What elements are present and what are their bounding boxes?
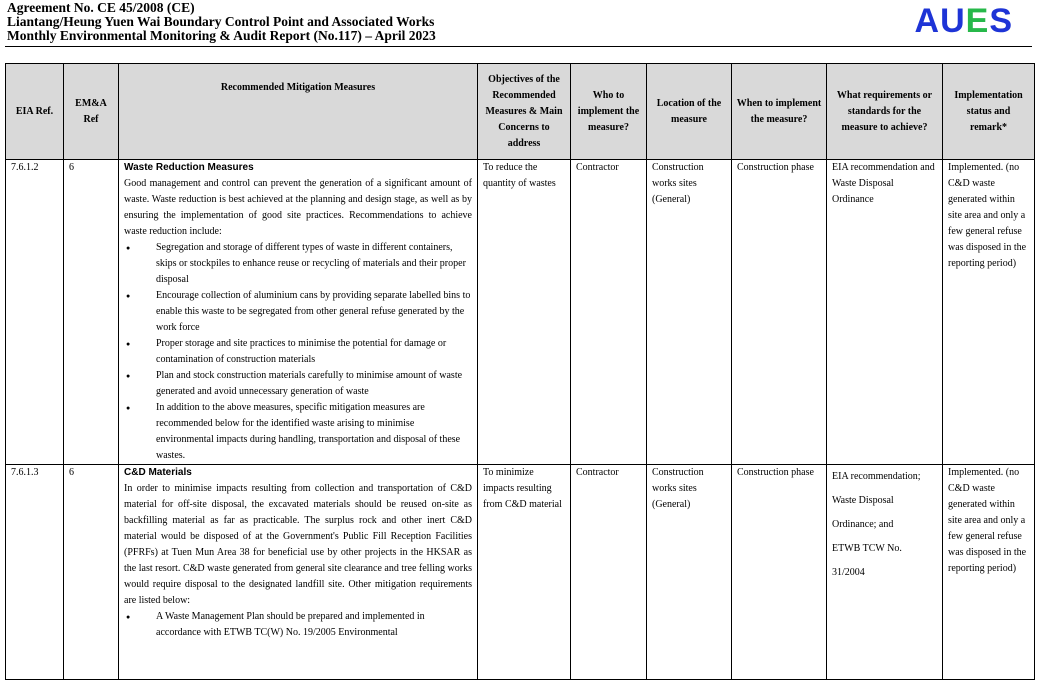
measure-title: C&D Materials	[124, 467, 192, 478]
measure-bullets	[124, 609, 472, 641]
col-location: Location of the measure	[647, 64, 732, 160]
list-item: ● In addition to the above measures, specific mitigation measures are recommended below for the identified waste arising to minimise environmental impacts during handling, transportation and disposal of these wastes.	[124, 400, 472, 464]
col-measures: Recommended Mitigation Measures	[119, 64, 478, 160]
report-header	[7, 1, 1007, 43]
mitigation-measures-table	[5, 63, 1035, 680]
ema-ref-cell: 6	[64, 160, 119, 465]
measure-cell	[119, 465, 478, 680]
measure-text: Good management and control can prevent the generation of a significant amount of waste. Waste reduction is best achieved at the planning and design stage, as well as by ensuring the implementation of good site practices. Recommendations to achieve waste reduction include:	[124, 178, 472, 237]
status-cell: Implemented. (no C&D waste generated within site area and only a few general refuse was disposed in the reporting period)	[943, 160, 1035, 465]
col-ema-ref: EM&A Ref	[64, 64, 119, 160]
measure-bullets	[124, 240, 472, 464]
eia-ref-cell: 7.6.1.2	[6, 160, 64, 465]
when-cell: Construction phase	[732, 465, 827, 680]
eia-ref-cell: 7.6.1.3	[6, 465, 64, 680]
requirements-cell: EIA recommendation and Waste Disposal Ordinance	[827, 160, 943, 465]
col-who: Who to implement the measure?	[571, 64, 647, 160]
project-title: Liantang/Heung Yuen Wai Boundary Control Point and Associated Works	[7, 14, 435, 29]
who-cell: Contractor	[571, 465, 647, 680]
col-status: Implementation status and remark*	[943, 64, 1035, 160]
col-requirements: What requirements or standards for the measure to achieve?	[827, 64, 943, 160]
col-when: When to implement the measure?	[732, 64, 827, 160]
requirements-cell: EIA recommendation; Waste Disposal Ordinance; and ETWB TCW No. 31/2004	[827, 465, 943, 680]
list-item: ● Segregation and storage of different types of waste in different containers, skips or stockpiles to enhance reuse or recycling of materials and their proper disposal	[124, 240, 472, 288]
ema-ref-cell: 6	[64, 465, 119, 680]
table-row	[6, 465, 1035, 680]
measure-cell	[119, 160, 478, 465]
location-cell: Construction works sites (General)	[647, 465, 732, 680]
objectives-cell: To minimize impacts resulting from C&D material	[478, 465, 571, 680]
objectives-cell: To reduce the quantity of wastes	[478, 160, 571, 465]
report-title: Monthly Environmental Monitoring & Audit Report (No.117) – April 2023	[7, 28, 436, 43]
col-objectives: Objectives of the Recommended Measures & Main Concerns to address	[478, 64, 571, 160]
col-eia-ref: EIA Ref.	[6, 64, 64, 160]
aues-logo: AUES	[914, 2, 1013, 40]
list-item: ● A Waste Management Plan should be prepared and implemented in accordance with ETWB TC(W) No. 19/2005 Environmental	[124, 609, 472, 641]
header-rule	[5, 46, 1032, 47]
when-cell: Construction phase	[732, 160, 827, 465]
measure-title: Waste Reduction Measures	[124, 162, 254, 173]
who-cell: Contractor	[571, 160, 647, 465]
list-item: ● Encourage collection of aluminium cans by providing separate labelled bins to enable this waste to be segregated from other general refuse generated by the work force	[124, 288, 472, 336]
agreement-number: Agreement No. CE 45/2008 (CE)	[7, 0, 195, 15]
location-cell: Construction works sites (General)	[647, 160, 732, 465]
list-item: ● Plan and stock construction materials carefully to minimise amount of waste generated and avoid unnecessary generation of waste	[124, 368, 472, 400]
measure-text: In order to minimise impacts resulting from collection and transportation of C&D material for off-site disposal, the excavated materials should be reused on-site as backfilling material as far as practicable. The surplus rock and other inert C&D material would be disposed of at the Government's Public Fill Reception Facilities (PFRFs) at Tuen Mun Area 38 for beneficial use by other projects in the HKSAR as the last resort. C&D waste generated from general site clearance and tree felling works would require disposal to the designated landfill site. Other mitigation requirements are listed below:	[124, 483, 472, 606]
table-header-row	[6, 64, 1035, 160]
table-row	[6, 160, 1035, 465]
list-item: ● Proper storage and site practices to minimise the potential for damage or contamination of construction materials	[124, 336, 472, 368]
status-cell: Implemented. (no C&D waste generated within site area and only a few general refuse was disposed in the reporting period)	[943, 465, 1035, 680]
